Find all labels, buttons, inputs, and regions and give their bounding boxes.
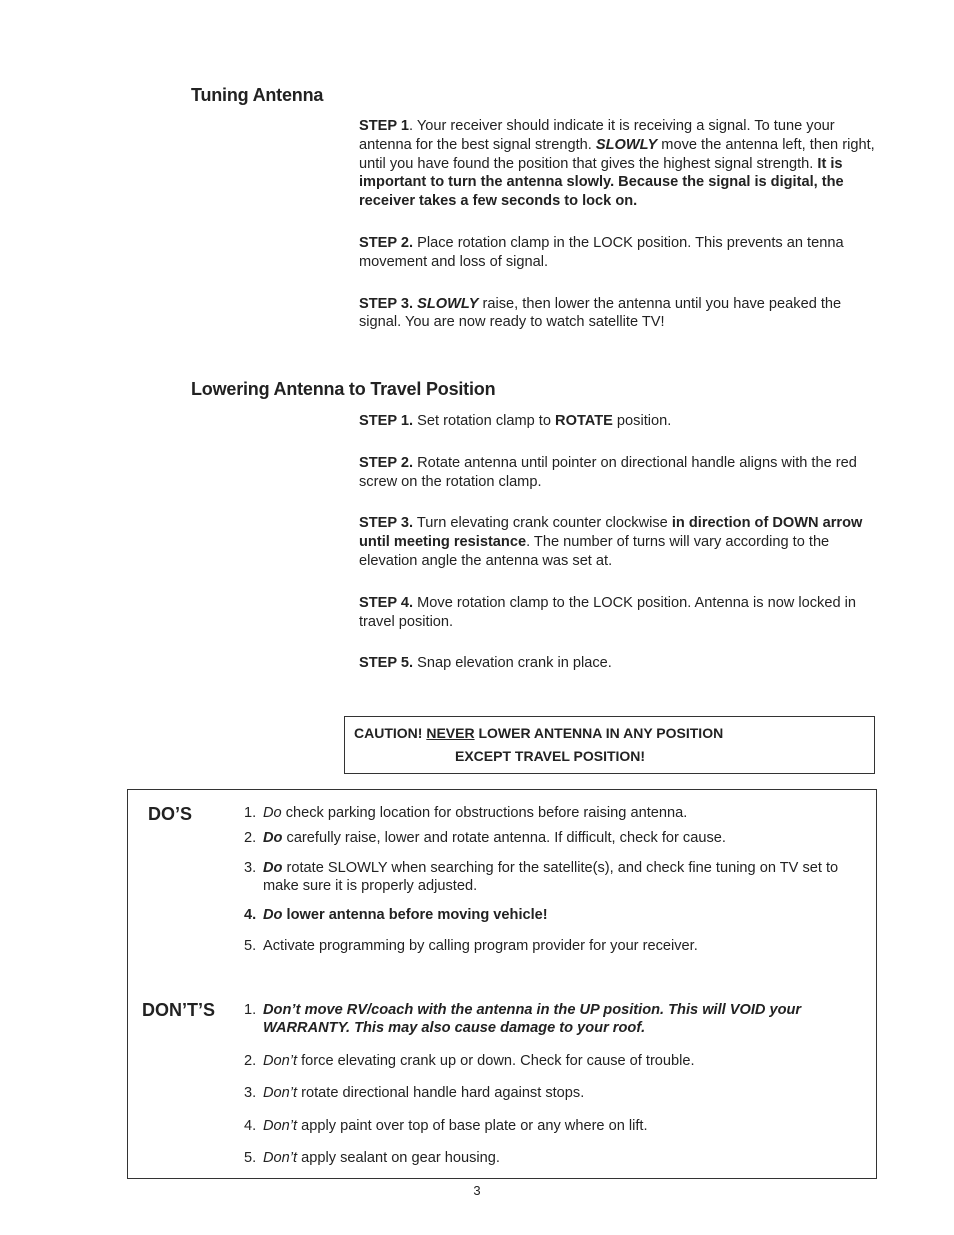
step-bold-text: in direction of DOWN arrow until meeting resistance bbox=[359, 515, 863, 551]
item-text: rotate SLOWLY when searching for the satellite(s), and check fine tuning on TV set to make sure it is properly adjusted. bbox=[263, 860, 839, 894]
item-text: carefully raise, lower and rotate antenna. If difficult, check for cause. bbox=[282, 830, 726, 846]
item-text: force elevating crank up or down. Check for cause of trouble. bbox=[297, 1053, 695, 1069]
step-text: raise, then lower the antenna until you have peaked the signal. You are now ready to watch satellite TV! bbox=[359, 295, 842, 331]
step-bold-text: It is important to turn the antenna slowly. Because the signal is digital, the receiver takes a few seconds to lock on. bbox=[359, 155, 844, 210]
item-number: 3. bbox=[244, 860, 257, 876]
donts-item-2 bbox=[244, 1052, 854, 1070]
step-text: move the antenna left, then right, until you have found the position that gives the highest signal strength. bbox=[359, 136, 875, 172]
tuning-steps bbox=[359, 117, 879, 332]
step-label: STEP 4. bbox=[359, 594, 414, 611]
caution-prefix: CAUTION! bbox=[354, 725, 427, 741]
step-label: STEP 2. bbox=[359, 234, 414, 251]
step-text: Place rotation clamp in the LOCK position. This prevents an tenna movement and loss of signal. bbox=[359, 234, 844, 270]
item-lead: Do bbox=[263, 830, 283, 846]
caution-rest: LOWER ANTENNA IN ANY POSITION bbox=[474, 725, 724, 741]
item-text: rotate directional handle hard against stops. bbox=[297, 1085, 585, 1101]
item-lead: Don’t bbox=[263, 1118, 298, 1134]
donts-heading: DON’T’S bbox=[142, 1000, 216, 1020]
step-emphasis: SLOWLY bbox=[417, 295, 479, 312]
caution-never: NEVER bbox=[426, 725, 475, 741]
item-text: Don’t move RV/coach with the antenna in the UP position. This will VOID your WARRANTY. This may also cause damage to your roof. bbox=[263, 1002, 802, 1036]
lowering-step-4 bbox=[359, 594, 879, 632]
donts-item-1 bbox=[244, 1001, 854, 1037]
tuning-step-2 bbox=[359, 234, 879, 272]
step-label: STEP 2. bbox=[359, 454, 414, 471]
lowering-antenna-heading: Lowering Antenna to Travel Position bbox=[191, 379, 496, 399]
step-text: Snap elevation crank in place. bbox=[413, 655, 612, 672]
step-text: position. bbox=[612, 413, 672, 429]
dos-heading: DO’S bbox=[148, 804, 193, 824]
item-text: apply sealant on gear housing. bbox=[297, 1150, 500, 1166]
step-label: STEP 5. bbox=[359, 655, 414, 672]
donts-item-3 bbox=[244, 1084, 854, 1102]
tuning-step-3 bbox=[359, 295, 879, 333]
caution-line-1 bbox=[354, 722, 723, 745]
caution-line-2: EXCEPT TRAVEL POSITION! bbox=[455, 748, 646, 764]
lowering-step-1 bbox=[359, 412, 879, 431]
lowering-steps bbox=[359, 412, 879, 673]
item-number: 5. bbox=[244, 938, 257, 954]
dos-item-3 bbox=[244, 859, 854, 895]
item-text: apply paint over top of base plate or any where on lift. bbox=[297, 1118, 648, 1134]
step-text: Set rotation clamp to bbox=[413, 413, 556, 429]
page-number: 3 bbox=[473, 1183, 481, 1198]
item-lead: Don’t bbox=[263, 1053, 298, 1069]
item-number: 1. bbox=[244, 1002, 257, 1018]
item-number: 2. bbox=[244, 1053, 257, 1069]
item-number: 2. bbox=[244, 830, 257, 846]
item-number: 1. bbox=[244, 805, 257, 821]
item-number: 4. bbox=[244, 1118, 257, 1134]
item-lead: Don’t bbox=[263, 1150, 298, 1166]
step-label: STEP 1. bbox=[359, 413, 414, 429]
item-text: lower antenna before moving vehicle! bbox=[282, 907, 548, 923]
item-number: 3. bbox=[244, 1085, 257, 1101]
item-text: check parking location for obstructions before raising antenna. bbox=[281, 805, 688, 821]
caution-box bbox=[344, 716, 875, 774]
tuning-antenna-heading: Tuning Antenna bbox=[191, 85, 324, 105]
step-text: Move rotation clamp to the LOCK position. Antenna is now locked in travel position. bbox=[359, 594, 856, 630]
step-text: . The number of turns will vary according to the elevation angle the antenna was set at. bbox=[359, 534, 830, 569]
lowering-step-2 bbox=[359, 454, 879, 492]
donts-item-4 bbox=[244, 1117, 854, 1135]
dos-item-5 bbox=[244, 937, 854, 955]
lowering-step-3 bbox=[359, 514, 879, 570]
item-lead: Don’t bbox=[263, 1085, 298, 1101]
step-emphasis: SLOWLY bbox=[595, 136, 658, 153]
step-label: STEP 3. bbox=[359, 295, 414, 312]
step-text: Turn elevating crank counter clockwise bbox=[413, 515, 672, 532]
donts-item-5 bbox=[244, 1149, 854, 1167]
item-lead: Do bbox=[263, 860, 283, 876]
item-number: 4. bbox=[244, 907, 257, 923]
lowering-step-5 bbox=[359, 654, 879, 673]
step-label: STEP 3. bbox=[359, 515, 414, 532]
tuning-step-1 bbox=[359, 117, 879, 211]
item-number: 5. bbox=[244, 1150, 257, 1166]
step-label: STEP 1 bbox=[359, 118, 410, 134]
step-text: Rotate antenna until pointer on directional handle aligns with the red screw on the rotation clamp. bbox=[359, 454, 857, 490]
dos-item-1 bbox=[244, 804, 854, 822]
item-lead: Do bbox=[263, 805, 282, 821]
step-text: . Your receiver should indicate it is receiving a signal. To tune your antenna for the best signal strength. bbox=[359, 118, 835, 153]
item-lead: Do bbox=[263, 907, 283, 923]
step-bold-text: ROTATE bbox=[555, 413, 613, 429]
item-text: Activate programming by calling program provider for your receiver. bbox=[263, 938, 698, 954]
dos-item-2 bbox=[244, 829, 854, 847]
dos-donts-box bbox=[127, 789, 877, 1179]
dos-item-4 bbox=[244, 906, 854, 924]
